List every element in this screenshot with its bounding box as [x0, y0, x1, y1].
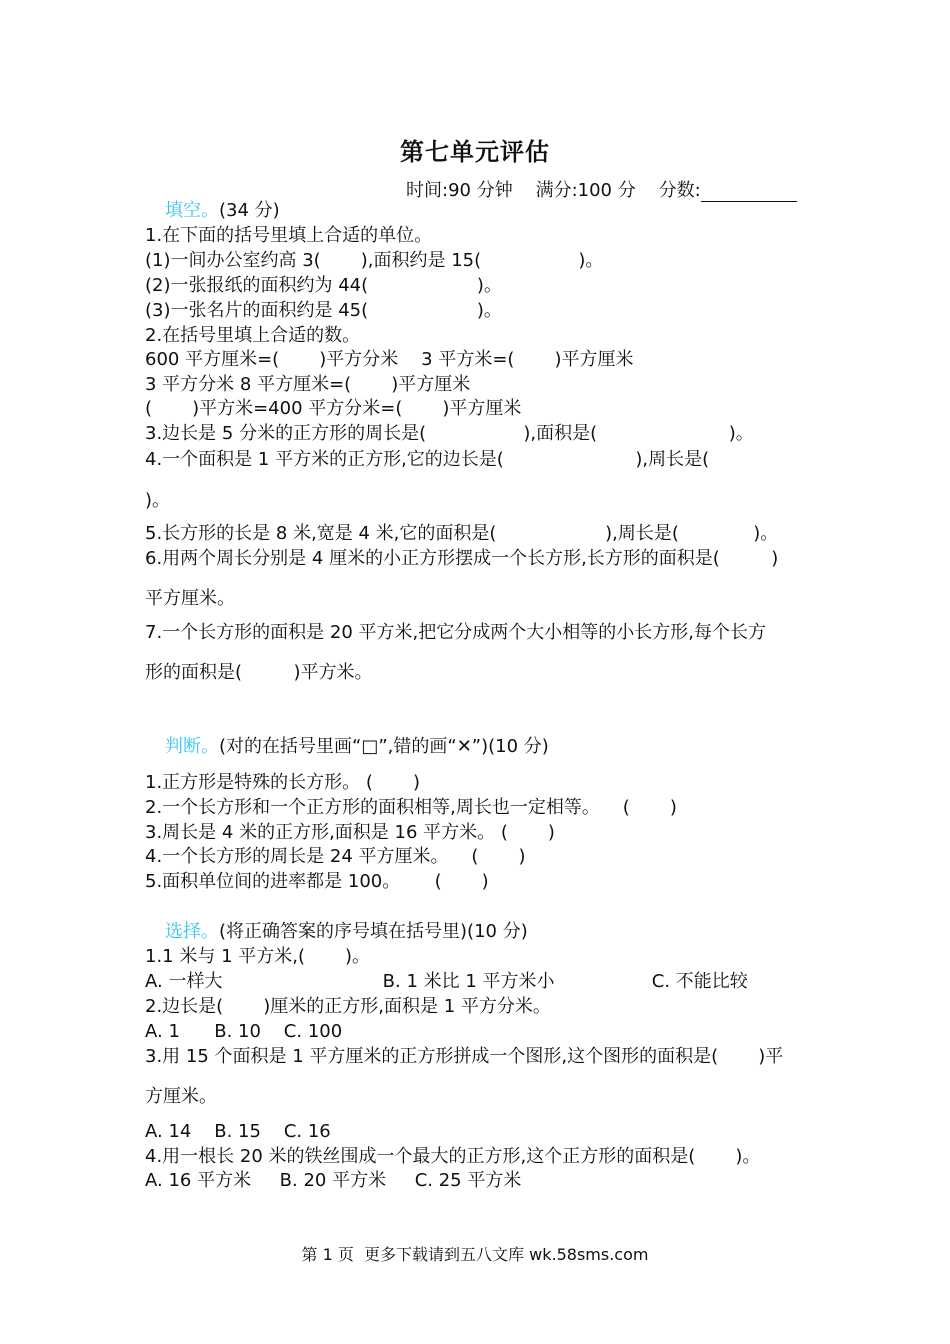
page-footer: 第 1 页 更多下载请到五八文库 wk.58sms.com: [301, 1245, 649, 1264]
question-line: 1.在下面的括号里填上合适的单位。: [145, 225, 433, 246]
question-line: 形的面积是( )平方米。: [145, 662, 373, 683]
question-options: A. 16 平方米 B. 20 平方米 C. 25 平方米: [145, 1170, 522, 1191]
question-line: 方厘米。: [145, 1086, 217, 1107]
section-judge-title: 判断。: [165, 736, 219, 757]
question-line: (2)一张报纸的面积约为 44( )。: [145, 275, 502, 296]
section-choose-heading: [165, 921, 528, 943]
question-line: ( )平方米=400 平方分米=( )平方厘米: [145, 398, 522, 419]
section-fill-note: (34 分): [219, 200, 280, 221]
question-options: A. 一样大 B. 1 米比 1 平方米小 C. 不能比较: [145, 971, 748, 992]
question-line: 600 平方厘米=( )平方分米 3 平方米=( )平方厘米: [145, 349, 634, 370]
score-blank: [701, 183, 797, 202]
question-line: 2.一个长方形和一个正方形的面积相等,周长也一定相等。 ( ): [145, 797, 677, 818]
question-line: 平方厘米。: [145, 588, 235, 609]
question-line: 4.用一根长 20 米的铁丝围成一个最大的正方形,这个正方形的面积是( )。: [145, 1146, 761, 1167]
exam-meta: [406, 176, 797, 202]
section-judge-heading: [165, 736, 549, 758]
question-line: 1.正方形是特殊的长方形。 ( ): [145, 772, 420, 793]
question-line: 6.用两个周长分别是 4 厘米的小正方形摆成一个长方形,长方形的面积是( ): [145, 548, 779, 569]
score-label: 分数:: [658, 180, 701, 201]
question-line: (3)一张名片的面积约是 45( )。: [145, 300, 502, 321]
time-limit: 时间:90 分钟: [406, 180, 513, 201]
question-line: 2.在括号里填上合适的数。: [145, 325, 361, 346]
page-title: 第七单元评估: [400, 137, 550, 166]
question-line: 3.周长是 4 米的正方形,面积是 16 平方米。 ( ): [145, 822, 555, 843]
question-line: 2.边长是( )厘米的正方形,面积是 1 平方分米。: [145, 996, 551, 1017]
question-line: 3.边长是 5 分米的正方形的周长是( ),面积是( )。: [145, 423, 754, 444]
section-choose-title: 选择。: [165, 921, 219, 942]
question-line: (1)一间办公室约高 3( ),面积约是 15( )。: [145, 250, 604, 271]
question-line: 3.用 15 个面积是 1 平方厘米的正方形拼成一个图形,这个图形的面积是( )平: [145, 1046, 784, 1067]
question-line: 1.1 米与 1 平方米,( )。: [145, 946, 371, 967]
section-fill-title: 填空。: [165, 200, 219, 221]
question-line: 3 平方分米 8 平方厘米=( )平方厘米: [145, 374, 471, 395]
question-options: A. 1 B. 10 C. 100: [145, 1021, 343, 1042]
question-line: 5.面积单位间的进率都是 100。 ( ): [145, 871, 489, 892]
question-line: 5.长方形的长是 8 米,宽是 4 米,它的面积是( ),周长是( )。: [145, 523, 779, 544]
question-options: A. 14 B. 15 C. 16: [145, 1121, 331, 1142]
section-fill-heading: [165, 200, 280, 222]
question-line: 4.一个长方形的周长是 24 平方厘米。 ( ): [145, 846, 526, 867]
section-choose-note: (将正确答案的序号填在括号里)(10 分): [219, 921, 528, 942]
section-judge-note: (对的在括号里画“□”,错的画“✕”)(10 分): [219, 736, 549, 757]
question-line: 4.一个面积是 1 平方米的正方形,它的边长是( ),周长是(: [145, 449, 710, 470]
full-score: 满分:100 分: [535, 180, 636, 201]
question-line: )。: [145, 490, 171, 511]
question-line: 7.一个长方形的面积是 20 平方米,把它分成两个大小相等的小长方形,每个长方: [145, 622, 766, 643]
